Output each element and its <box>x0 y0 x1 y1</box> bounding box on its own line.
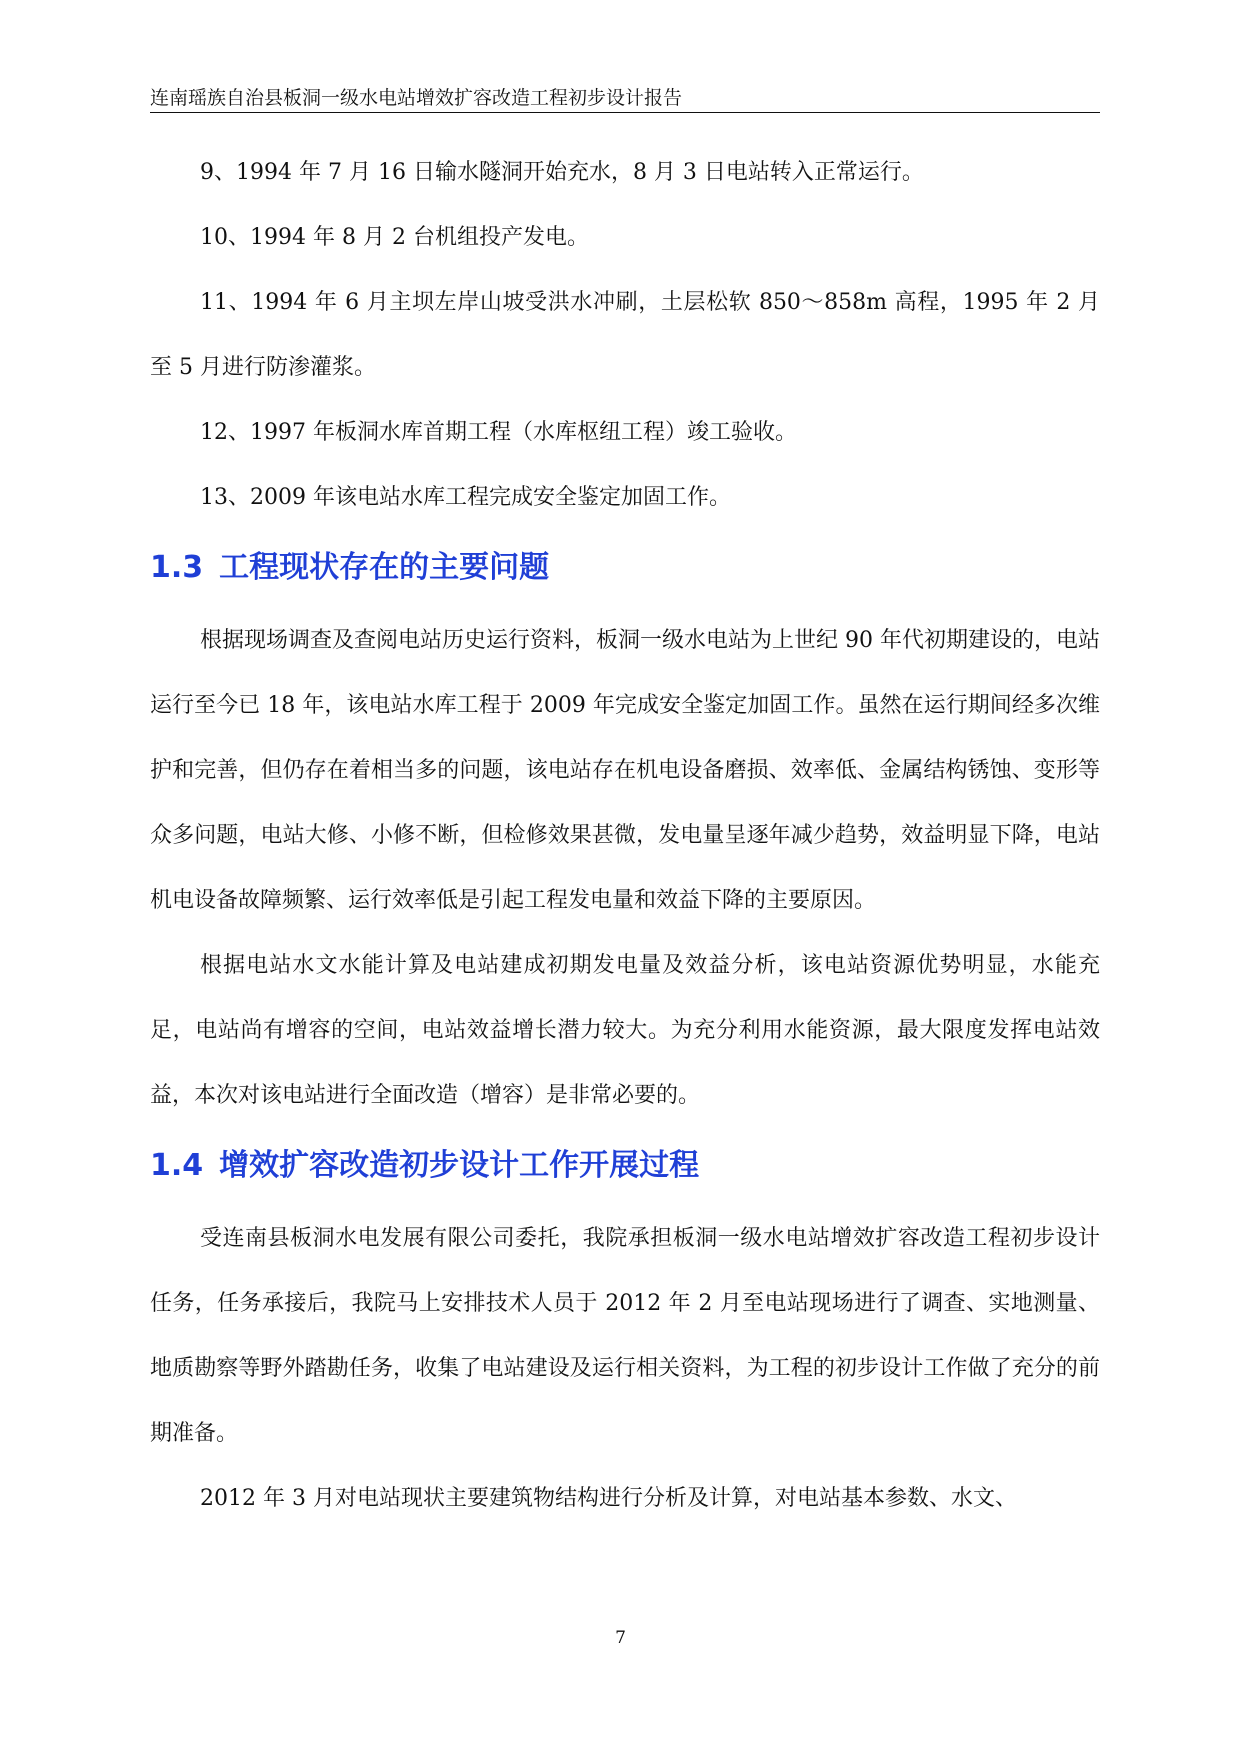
section-number: 1.4 <box>150 1148 204 1183</box>
body-paragraph: 受连南县板洞水电发展有限公司委托，我院承担板洞一级水电站增效扩容改造工程初步设计任务，任务承接后，我院马上安排技术人员于 2012 年 2 月至电站现场进行了调查、实地测量、地质勘察等野外踏勘任务，收集了电站建设及运行相关资料，为工程的初步设计工作做了充分的前期准备。 <box>150 1226 1100 1446</box>
list-item: 12、1997 年板洞水库首期工程（水库枢纽工程）竣工验收。 <box>200 420 797 445</box>
section-number: 1.3 <box>150 550 204 585</box>
body-paragraph: 2012 年 3 月对电站现状主要建筑物结构进行分析及计算，对电站基本参数、水文、 <box>200 1486 1017 1511</box>
section-heading-1-4 <box>150 1134 1100 1198</box>
header-rule <box>150 112 1100 113</box>
running-header: 连南瑶族自治县板洞一级水电站增效扩容改造工程初步设计报告 <box>150 87 683 109</box>
list-item: 9、1994 年 7 月 16 日输水隧洞开始充水，8 月 3 日电站转入正常运行。 <box>200 160 924 185</box>
list-item: 10、1994 年 8 月 2 台机组投产发电。 <box>200 225 589 250</box>
list-item: 11、1994 年 6 月主坝左岸山坡受洪水冲刷，土层松软 850～858m 高程，1995 年 2 月至 5 月进行防渗灌浆。 <box>150 290 1100 380</box>
list-item: 13、2009 年该电站水库工程完成安全鉴定加固工作。 <box>200 485 731 510</box>
section-title: 工程现状存在的主要问题 <box>219 550 550 585</box>
body-paragraph: 根据电站水文水能计算及电站建成初期发电量及效益分析，该电站资源优势明显，水能充足，电站尚有增容的空间，电站效益增长潜力较大。为充分利用水能资源，最大限度发挥电站效益，本次对该电站进行全面改造（增容）是非常必要的。 <box>150 953 1100 1108</box>
section-title: 增效扩容改造初步设计工作开展过程 <box>219 1148 700 1183</box>
page-content <box>150 140 1100 1531</box>
page-number: 7 <box>615 1628 626 1648</box>
section-heading-1-3 <box>150 536 1100 600</box>
body-paragraph: 根据现场调查及查阅电站历史运行资料，板洞一级水电站为上世纪 90 年代初期建设的，电站运行至今已 18 年，该电站水库工程于 2009 年完成安全鉴定加固工作。虽然在运行期间经多次维护和完善，但仍存在着相当多的问题，该电站存在机电设备磨损、效率低、金属结构锈蚀、变形等众多问题，电站大修、小修不断，但检修效果甚微，发电量呈逐年减少趋势，效益明显下降，电站机电设备故障频繁、运行效率低是引起工程发电量和效益下降的主要原因。 <box>150 628 1100 913</box>
